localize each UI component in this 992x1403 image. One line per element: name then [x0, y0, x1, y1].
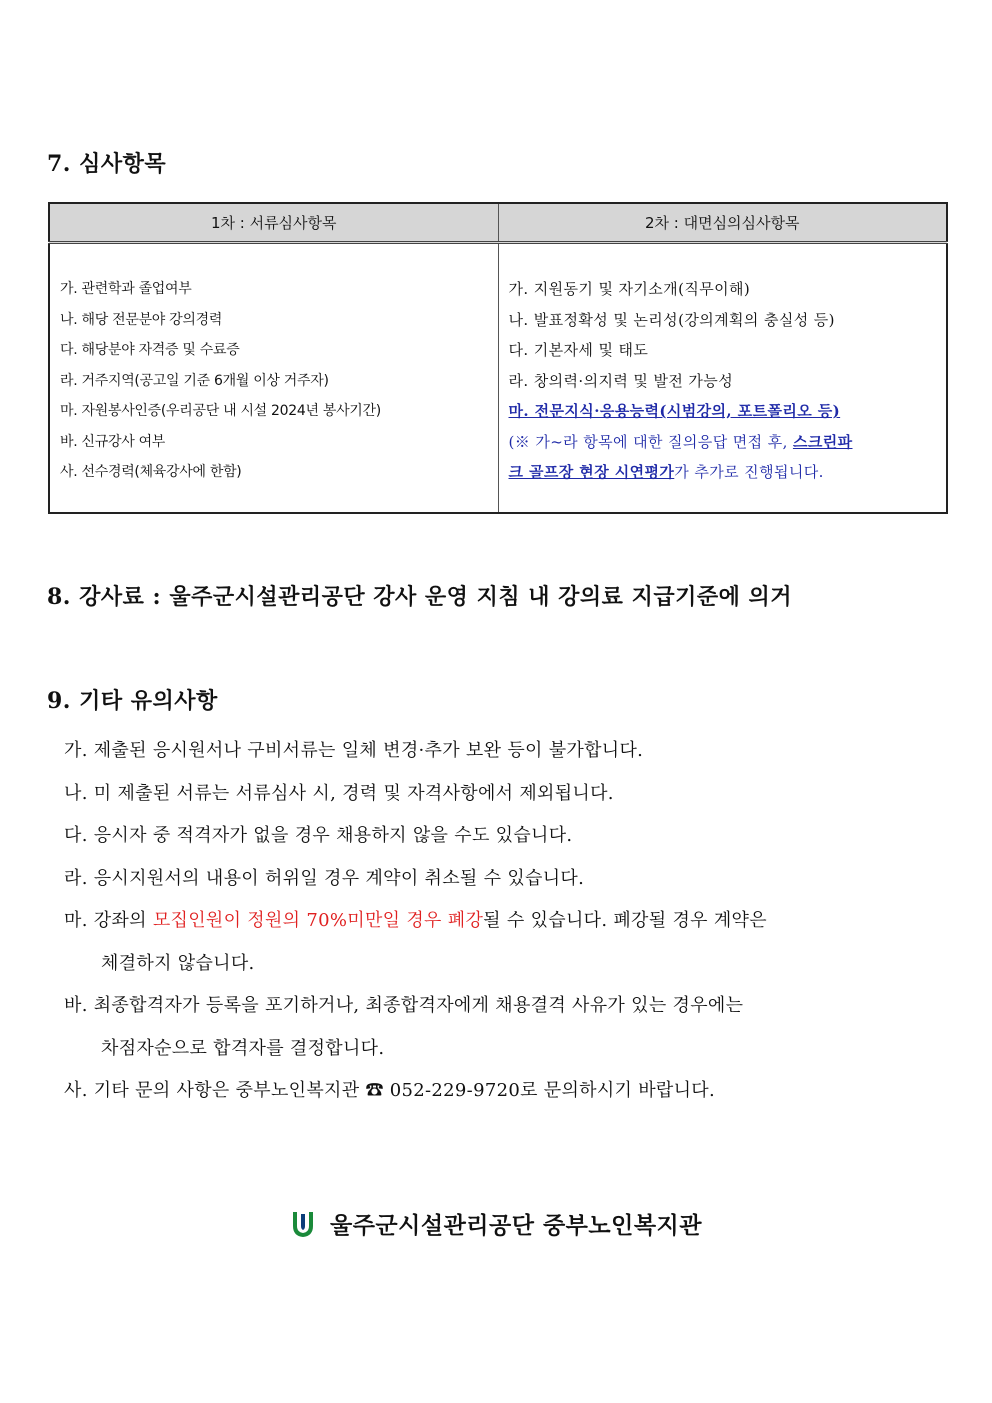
list-item: 다. 해당분야 자격증 및 수료증 [60, 342, 240, 358]
note-text: 마. 강좌의 [64, 910, 153, 931]
note-ra: 라. 응시지원서의 내용이 허위일 경우 계약이 취소될 수 있습니다. [64, 867, 585, 889]
note-text: 사. 기타 문의 사항은 중부노인복지관 [64, 1080, 366, 1101]
note-sa [64, 1070, 944, 1113]
note-text: 로 문의하시기 바랍니다. [520, 1080, 716, 1101]
list-item: 가. 관련학과 졸업여부 [60, 281, 192, 297]
footer [0, 1207, 992, 1240]
note-ba: 바. 최종합격자가 등록을 포기하거나, 최종합격자에게 채용결격 사유가 있는 경우에는 [64, 995, 744, 1016]
review-criteria-table [48, 202, 948, 514]
list-item: 마. 자원봉사인증(우리공단 내 시설 2024년 봉사기간) [60, 403, 381, 419]
document-review-list [60, 274, 490, 488]
note-ba-continued: 차점자순으로 합격자를 결정합니다. [101, 1037, 385, 1059]
note-ga: 가. 제출된 응시원서나 구비서류는 일체 변경·추가 보완 등이 불가합니다. [64, 740, 644, 761]
interview-note [509, 427, 939, 487]
list-item: 다. 기본자세 및 태도 [508, 341, 649, 359]
note-text: 될 수 있습니다. 폐강될 경우 계약은 [483, 910, 767, 931]
list-item: 나. 해당 전문분야 강의경력 [60, 311, 223, 328]
col1-header: 1차 : 서류심사항목 [49, 203, 498, 243]
section-7-title: 7. 심사항목 [47, 151, 167, 177]
note-ma [64, 900, 944, 943]
phone-number: 052-229-9720 [383, 1080, 521, 1101]
document-review-cell [49, 243, 498, 513]
col2-header: 2차 : 대면심의심사항목 [498, 203, 947, 243]
list-item: 라. 창의력·의지력 및 발전 가능성 [508, 371, 734, 390]
list-item: 바. 신규강사 여부 [60, 433, 166, 450]
interview-review-cell [498, 243, 947, 513]
list-item: 라. 거주지역(공고일 기준 6개월 이상 거주자) [60, 372, 329, 389]
ulju-facility-logo-icon [290, 1209, 316, 1239]
section-9-title: 9. 기타 유의사항 [47, 688, 218, 714]
note-na: 나. 미 제출된 서류는 서류심사 시, 경력 및 자격사항에서 제외됩니다. [64, 782, 614, 804]
organization-name: 울주군시설관리공단 중부노인복지관 [330, 1212, 702, 1239]
note-text: (※ 가~라 항목에 대한 질의응답 면접 후, [508, 432, 793, 451]
note-ma-continued: 체결하지 않습니다. [101, 952, 255, 974]
note-emphasis: 스크린파 [792, 432, 853, 451]
note-da: 다. 응시자 중 적격자가 없을 경우 채용하지 않을 수도 있습니다. [64, 825, 573, 846]
list-item-expertise: 마. 전문지식·응용능력(시범강의, 포트폴리오 등) [508, 402, 841, 420]
phone-icon: ☎ [365, 1080, 384, 1101]
list-item: 나. 발표정확성 및 논리성(강의계획의 충실성 등) [508, 310, 835, 329]
note-emphasis: 크 골프장 현장 시연평가 [508, 462, 675, 481]
note-text: 가 추가로 진행됩니다. [674, 462, 824, 481]
section-8-title: 8. 강사료 : 울주군시설관리공단 강사 운영 지침 내 강의료 지급기준에 의거 [47, 584, 792, 610]
list-item: 사. 선수경력(체육강사에 한함) [60, 464, 242, 480]
cancellation-warning: 모집인원이 정원의 70%미만일 경우 폐강 [152, 910, 484, 931]
list-item: 가. 지원동기 및 자기소개(직무이해) [508, 280, 751, 298]
interview-review-list [509, 274, 939, 487]
notes-list [64, 730, 944, 1113]
